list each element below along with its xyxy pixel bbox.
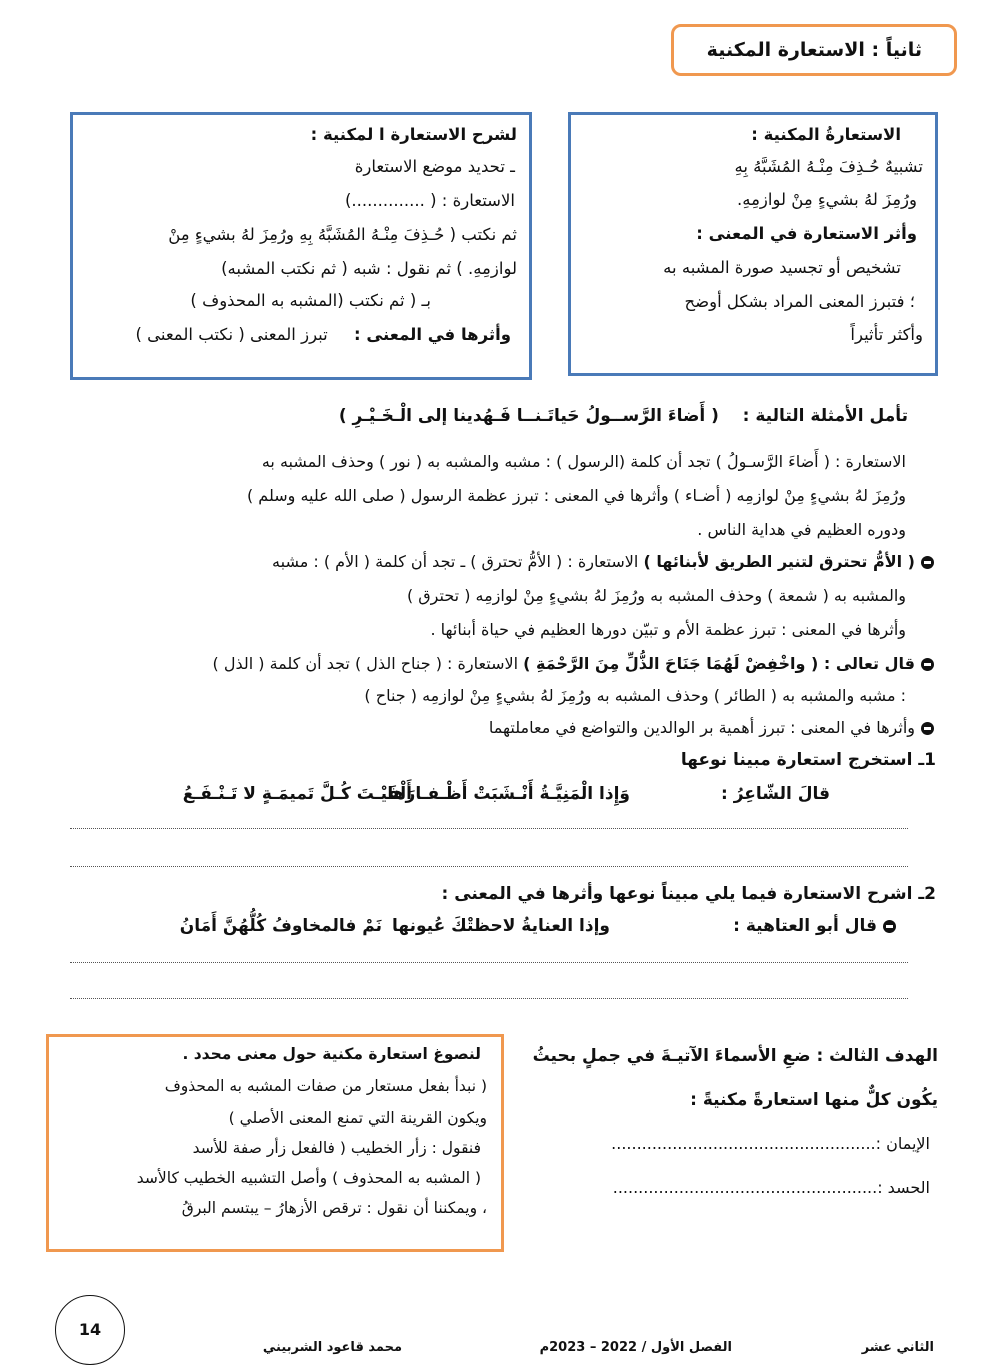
examples-intro: [339, 406, 908, 426]
goal3-item-iman[interactable]: الإيمان :....................................................: [611, 1134, 930, 1153]
examples-intro-label: تأمل الأمثلة التالية :: [742, 406, 908, 426]
answer-line[interactable]: [70, 998, 908, 999]
example2-analysis: الاستعارة : ( الأمُّ تحترق ) ـ تجد أن كلمة ( الأم ) : مشبه: [272, 552, 644, 571]
definition-line-2: ورُمِزَ لهُ بشيءٍ مِنْ لوازمِهِ.: [737, 190, 917, 209]
exercise-1-title: 1ـ استخرج استعارة مبينا نوعها: [680, 750, 936, 770]
footer-term: الفصل الأول / 2022 – 2023م: [539, 1340, 732, 1355]
example3-line-1: [213, 654, 935, 673]
explain-effect-text: تبرز المعنى ( نكتب المعنى ): [135, 325, 328, 344]
exercise-2-title: 2ـ اشرح الاستعارة فيما يلي مبيناً نوعها وأثرها في المعنى :: [441, 884, 936, 904]
definition-line-1: تشبيهٌ حُـذِفَ مِنْـهُ المُشَبَّهُ بِهِ: [734, 157, 923, 176]
example1-line-1: الاستعارة : ( أَضاءَ الرَّسـولُ ) تجد أن كلمة (الرسول ) : مشبه والمشبه به ( نور ) وحذف المشبه به: [261, 452, 906, 471]
footer-author: محمد قاعود الشربيني: [262, 1340, 402, 1355]
example2-line-1: [272, 552, 934, 571]
exercise-2-poet-line: قال أبو العتاهية :: [733, 916, 896, 936]
definition-heading: الاستعارةُ المكنية :: [751, 125, 901, 144]
explain-line-1: ـ تحديد موضع الاستعارة: [354, 157, 515, 176]
explain-line-2: الاستعارة : ( ..............): [345, 191, 515, 210]
compose-line-1: ( نبدأ بفعل مستعار من صفات المشبه به المحذوف: [164, 1077, 487, 1095]
example2-line-3: وأثرها في المعنى : تبرز عظمة الأم و تبيّن دورها العظيم في حياة أبنائها .: [430, 620, 906, 639]
explain-line-5: بـ ( ثم نكتب (المشبه به المحذوف ): [190, 291, 431, 310]
compose-box: [46, 1034, 504, 1252]
answer-line[interactable]: [70, 962, 908, 963]
example3-line-3: وأثرها في المعنى : تبرز أهمية بر الوالدين والتواضع في معاملتهما: [489, 718, 934, 737]
definition-box: [568, 112, 938, 376]
effect-line-3: وأكثر تأثيراً: [850, 325, 923, 344]
effect-line-1: تشخيص أو تجسيد صورة المشبه به: [663, 258, 901, 277]
compose-line-5: ، ويمكننا أن نقول : ترقص الأزهارُ – يبتسم البرقُ: [181, 1199, 487, 1217]
bullet-icon: [921, 658, 934, 671]
footer-grade: الثاني عشر: [861, 1340, 934, 1355]
example3-quote: قال تعالى : ( واخْفِضْ لَهُمَا جَنَاحَ الذُّلِّ مِنَ الرَّحْمَةِ ): [523, 654, 915, 673]
exercise-2-verse-1: وإذا العنايةُ لاحظتْكَ عُيونها: [392, 916, 610, 936]
bullet-icon: [883, 920, 896, 933]
example3-analysis: الاستعارة : ( جناح الذل ) تجد أن كلمة ( الذل ): [212, 654, 524, 673]
explain-heading: لشرح الاستعارة ا لمكنية :: [310, 125, 517, 144]
goal3-item-hasad[interactable]: الحسد :....................................................: [612, 1178, 930, 1197]
page-number: 14: [55, 1295, 125, 1365]
compose-line-4: ( المشبه به المحذوف ) وأصل التشبيه الخطيب كالأسد: [136, 1169, 481, 1187]
compose-heading: لنصوغ استعارة مكنية حول معنى محدد .: [182, 1045, 481, 1063]
explain-line-3: ثم نكتب ( حُـذِفَ مِنْـهُ المُشَبَّهُ بِهِ ورُمِزَ لهُ بشيءٍ مِنْ: [168, 225, 517, 244]
exercise-1-verse-2: أَلْفَيْـتَ كُـلَّ تَميمَـةٍ لا تَـنْـفَـعُ: [182, 784, 412, 804]
explain-effect-label: وأثرها في المعنى :: [354, 325, 511, 344]
examples-intro-example: ( أَضاءَ الرَّســولُ حَياتَـنــا فَـهُدينا إلى الْـخَـيْـرِ ): [338, 406, 719, 426]
example2-line-2: والمشبه به ( شمعة ) وحذف المشبه به ورُمِزَ لهُ بشيءٍ مِنْ لوازمِه ( تحترق ): [406, 586, 906, 605]
answer-line[interactable]: [70, 828, 908, 829]
example1-line-3: ودوره العظيم في هداية الناس .: [697, 520, 906, 539]
example2-quote: ( الأمُّ تحترق لتنير الطريق لأبنائها ): [643, 552, 915, 571]
answer-line[interactable]: [70, 866, 908, 867]
exercise-2-verse-2: نَمْ فالمخاوفُ كُلُّهُنَّ أَمَانُ: [179, 916, 382, 936]
exercise-1-poet: قالَ الشّاعِرُ :: [721, 784, 830, 804]
compose-line-2: ويكون القرينة التي تمنع المعنى الأصلي ): [228, 1109, 487, 1127]
section-title: ثانياً : الاستعارة المكنية: [671, 24, 957, 76]
example3-line-2: : مشبه والمشبه به ( الطائر ) وحذف المشبه به ورُمِزَ لهُ بشيءٍ مِنْ لوازمِه ( جناح ): [364, 686, 906, 705]
effect-line-2: ؛ فتبرز المعنى المراد بشكل أوضح: [684, 292, 915, 311]
exercise-1-verse-1: وَإِذا الْمَنِيَّـةُ أَنْـشَبَتْ أَظْـفـارَها: [387, 784, 630, 804]
goal3-line-1: الهدف الثالث : ضعِ الأسماءَ الآتيـةَ في جملٍ بحيثُ: [532, 1046, 938, 1066]
bullet-icon: [921, 722, 934, 735]
effect-heading: وأثر الاستعارة في المعنى :: [696, 224, 917, 243]
explain-box: [70, 112, 532, 380]
example1-line-2: ورُمِزَ لهُ بشيءٍ مِنْ لوازمِه ( أضـاء ) وأثرها في المعنى : تبرز عظمة الرسول ( صلى الله عليه وسلم ): [246, 486, 906, 505]
explain-line-4: لوازمِهِ. ) ثم نقول : شبه ( ثم نكتب المشبه): [221, 259, 517, 278]
goal3-line-2: يكُون كلٌّ منها استعارةً مكنيةً :: [690, 1090, 938, 1110]
compose-line-3: فنقول : زأر الخطيب ( فالفعل زأر صفة للأسد: [192, 1139, 481, 1157]
bullet-icon: [921, 556, 934, 569]
